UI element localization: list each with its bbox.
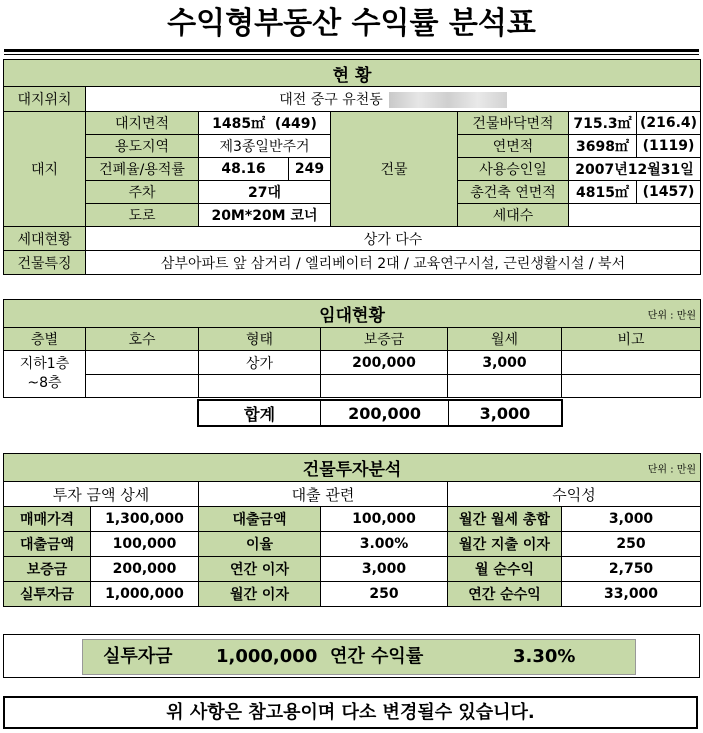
- interest-rate-value: 3.00%: [321, 532, 448, 557]
- location-label: 대지위치: [4, 87, 86, 112]
- parking-label: 주차: [86, 181, 199, 204]
- bldg-area-py: (216.4): [637, 112, 701, 135]
- investment-header: [4, 454, 701, 482]
- loan-label: 대출금액: [4, 532, 91, 557]
- floor-range-line2: ~8층: [27, 375, 62, 391]
- lease-unit: 단위 : 만원: [647, 310, 697, 321]
- bldg-area-m2: 715.3㎡: [569, 112, 637, 135]
- total-area-label: 총건축 연면적: [458, 181, 569, 204]
- footer-note: [3, 696, 698, 729]
- monthly-net-value: 2,750: [562, 557, 701, 582]
- annual-interest-value: 3,000: [321, 557, 448, 582]
- row-rent: 3,000: [448, 351, 562, 375]
- row-unit: [86, 375, 199, 398]
- investment-header-title: 건물투자분석: [302, 460, 402, 480]
- total-area-py: (1457): [637, 181, 701, 204]
- summary-invest-value: 1,000,000: [216, 646, 318, 667]
- row-note: [562, 375, 701, 398]
- households-value: [569, 204, 701, 227]
- annual-net-label: 연간 순수익: [448, 582, 562, 607]
- location-value: 대전 중구 유천동: [279, 92, 383, 108]
- parking-value: 27대: [199, 181, 331, 204]
- floor-range-cell: [4, 351, 86, 398]
- road-label: 도로: [86, 204, 199, 227]
- col-rent: 월세: [448, 328, 562, 351]
- monthly-interest-label: 월간 이자: [199, 582, 321, 607]
- loan-value: 100,000: [91, 532, 199, 557]
- coverage-label: 건폐율/용적률: [86, 158, 199, 181]
- row-unit: [86, 351, 199, 375]
- col-floor: 층별: [4, 328, 86, 351]
- location-cell: [86, 87, 701, 112]
- deposit-value: 200,000: [91, 557, 199, 582]
- features-label: 건물특징: [4, 251, 86, 275]
- summary-yield-label: 연간 수익률: [330, 646, 424, 667]
- summary-yield-value: 3.30%: [513, 646, 576, 667]
- table-row: [4, 507, 701, 532]
- monthly-rent-total-value: 3,000: [562, 507, 701, 532]
- monthly-interest-expense-value: 250: [562, 532, 701, 557]
- land-area-cell: [199, 112, 331, 135]
- status-header: 현 황: [4, 60, 701, 87]
- monthly-net-label: 월 순수익: [448, 557, 562, 582]
- total-label: 합계: [198, 400, 321, 426]
- row-note: [562, 351, 701, 375]
- household-status-value: 상가 다수: [86, 227, 701, 251]
- zoning-label: 용도지역: [86, 135, 199, 158]
- interest-rate-label: 이율: [199, 532, 321, 557]
- loan-amount-label: 대출금액: [199, 507, 321, 532]
- table-row: [4, 532, 701, 557]
- coverage-value: 48.16: [199, 158, 289, 181]
- row-type: 상가: [199, 351, 321, 375]
- row-type: [199, 375, 321, 398]
- deposit-label: 보증금: [4, 557, 91, 582]
- lease-total: [197, 399, 563, 427]
- far-value: 249: [289, 158, 331, 181]
- households-label: 세대수: [458, 204, 569, 227]
- row-rent: [448, 375, 562, 398]
- lease-table: [3, 299, 701, 398]
- annual-interest-label: 연간 이자: [199, 557, 321, 582]
- loan-amount-value: 100,000: [321, 507, 448, 532]
- investment-table: [3, 453, 701, 607]
- col-type: 형태: [199, 328, 321, 351]
- features-value: 삼부아파트 앞 삼거리 / 엘리베이터 2대 / 교육연구시설, 근린생활시설 / 북서: [86, 251, 701, 275]
- zoning-value: 제3종일반주거: [199, 135, 331, 158]
- col-unit: 호수: [86, 328, 199, 351]
- floor-range-line1: 지하1층: [19, 356, 70, 372]
- loan-header: 대출 관련: [199, 482, 448, 507]
- building-label: 건물: [331, 112, 458, 227]
- title-underline: [4, 49, 699, 52]
- monthly-rent-total-label: 월간 월세 총합: [448, 507, 562, 532]
- table-row: [4, 582, 701, 607]
- annual-net-value: 33,000: [562, 582, 701, 607]
- sale-price-label: 매매가격: [4, 507, 91, 532]
- land-area-label: 대지면적: [86, 112, 199, 135]
- investment-unit: 단위 : 만원: [647, 464, 697, 475]
- summary-bar: [82, 639, 636, 675]
- monthly-interest-expense-label: 월간 지출 이자: [448, 532, 562, 557]
- approval-label: 사용승인일: [458, 158, 569, 181]
- row-deposit: [321, 375, 448, 398]
- col-deposit: 보증금: [321, 328, 448, 351]
- actual-investment-label: 실투자금: [4, 582, 91, 607]
- lease-header: [4, 300, 701, 328]
- approval-value: 2007년12월31일: [569, 158, 701, 181]
- floor-area-label: 연면적: [458, 135, 569, 158]
- land-label: 대지: [4, 112, 86, 227]
- actual-investment-value: 1,000,000: [91, 582, 199, 607]
- page-title: 수익형부동산 수익률 분석표: [167, 6, 536, 41]
- table-row: [4, 557, 701, 582]
- col-note: 비고: [562, 328, 701, 351]
- redacted-address: [389, 92, 507, 108]
- floor-area-py: (1119): [637, 135, 701, 158]
- land-area-py: (449): [274, 116, 317, 132]
- bldg-area-label: 건물바닥면적: [458, 112, 569, 135]
- title-underline-thin: [4, 54, 699, 55]
- road-value: 20M*20M 코너: [199, 204, 331, 227]
- monthly-interest-value: 250: [321, 582, 448, 607]
- lease-header-title: 임대현황: [319, 306, 385, 326]
- land-area-m2: 1485㎡: [212, 116, 266, 132]
- total-deposit: 200,000: [321, 400, 449, 426]
- summary-frame: [3, 634, 700, 678]
- total-area-m2: 4815㎡: [569, 181, 637, 204]
- total-rent: 3,000: [448, 400, 562, 426]
- row-deposit: 200,000: [321, 351, 448, 375]
- summary-invest-label: 실투자금: [103, 646, 173, 667]
- table-row: [4, 351, 701, 375]
- table-row: [4, 375, 701, 398]
- profit-header: 수익성: [448, 482, 701, 507]
- footer-text: 위 사항은 참고용이며 다소 변경될수 있습니다.: [166, 702, 535, 723]
- status-table: [3, 59, 701, 275]
- sale-price-value: 1,300,000: [91, 507, 199, 532]
- invest-detail-header: 투자 금액 상세: [4, 482, 199, 507]
- floor-area-m2: 3698㎡: [569, 135, 637, 158]
- household-status-label: 세대현황: [4, 227, 86, 251]
